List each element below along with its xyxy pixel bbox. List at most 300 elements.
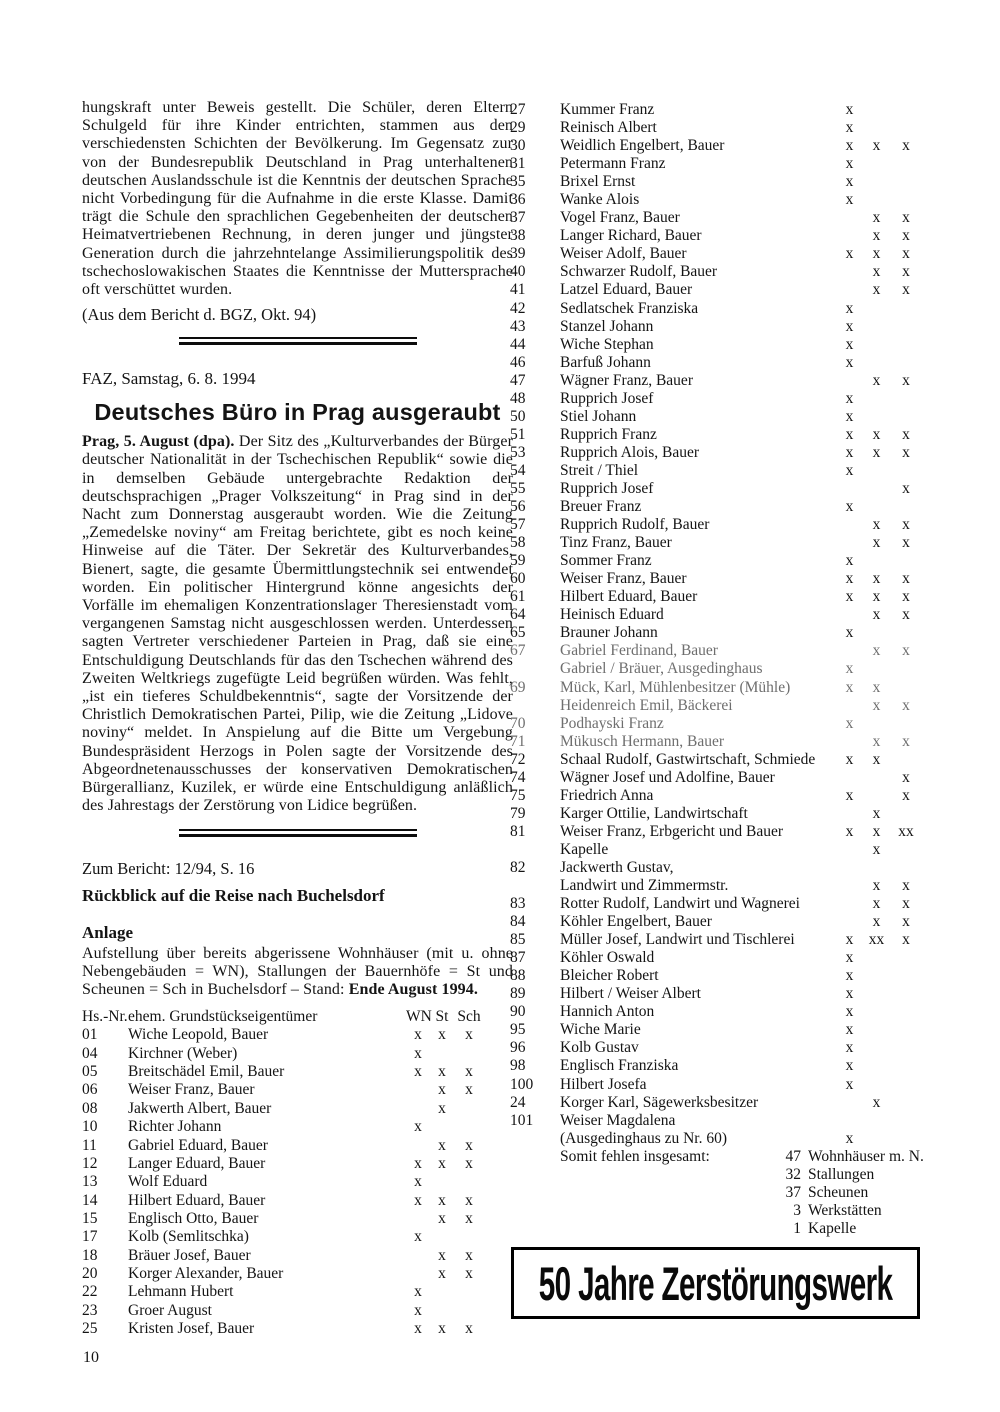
owner-name: Englisch Otto, Bauer xyxy=(128,1209,259,1227)
owner-name: Schwarzer Rudolf, Bauer xyxy=(560,263,718,281)
house-number: 81 xyxy=(510,822,526,840)
summary-count: 32 xyxy=(785,1165,801,1183)
house-number: 27 xyxy=(510,101,526,118)
sch-mark: x xyxy=(902,137,910,155)
owner-name: Kirchner (Weber) xyxy=(128,1044,238,1062)
house-number: 61 xyxy=(510,588,526,606)
st-mark xyxy=(863,967,890,985)
wn-mark: x xyxy=(845,931,854,949)
house-number: 90 xyxy=(510,1003,526,1021)
owner-name: Mükusch Hermann, Bauer xyxy=(560,732,724,750)
house-number: 60 xyxy=(510,570,526,588)
table-row xyxy=(510,697,936,715)
table-row xyxy=(510,245,936,263)
house-number: 11 xyxy=(82,1136,97,1154)
st-mark xyxy=(863,390,890,408)
table-row xyxy=(82,1045,513,1063)
owner-name: Jackwerth Gustav, xyxy=(560,858,674,876)
wn-mark xyxy=(836,733,863,751)
table-row xyxy=(510,1021,936,1039)
st-mark: x xyxy=(872,516,881,534)
summary-spacer xyxy=(510,1166,560,1184)
st-mark xyxy=(430,1173,454,1191)
table-row xyxy=(510,552,936,570)
article-lead: Prag, 5. August (dpa). xyxy=(82,433,235,451)
owner-name: Groer August xyxy=(128,1301,212,1319)
st-mark xyxy=(863,119,890,137)
summary-row xyxy=(510,1148,936,1166)
house-number: 57 xyxy=(510,516,526,534)
house-number: 24 xyxy=(510,1093,526,1111)
table-row xyxy=(82,1173,513,1191)
st-mark: x xyxy=(872,263,881,281)
house-number: 17 xyxy=(82,1228,98,1246)
st-mark xyxy=(863,624,890,642)
owner-name: Gabriel / Bräuer, Ausgedinghaus xyxy=(560,660,763,678)
house-number: 50 xyxy=(510,407,526,425)
owner-name: Gabriel Ferdinand, Bauer xyxy=(560,642,718,660)
table-row xyxy=(82,1265,513,1283)
wn-mark: x xyxy=(845,1021,854,1039)
house-number: 41 xyxy=(510,281,526,299)
owner-name: Sommer Franz xyxy=(560,552,652,570)
sch-mark xyxy=(890,1130,922,1148)
wn-mark: x xyxy=(845,317,854,335)
wn-mark: x xyxy=(845,1057,854,1075)
wn-mark xyxy=(836,281,863,299)
owner-name: Wolf Eduard xyxy=(128,1173,208,1191)
summary-row xyxy=(510,1166,936,1184)
house-number: 65 xyxy=(510,624,526,642)
wn-mark: x xyxy=(845,624,854,642)
sch-mark xyxy=(890,859,922,877)
house-number: 20 xyxy=(82,1264,98,1282)
table-row xyxy=(82,1118,513,1136)
table-row xyxy=(82,1228,513,1246)
house-number: 29 xyxy=(510,119,526,137)
sch-mark xyxy=(890,101,922,119)
wn-mark: x xyxy=(414,1154,422,1172)
house-number: 69 xyxy=(510,678,526,696)
table-row xyxy=(82,1302,513,1320)
wn-mark xyxy=(836,480,863,498)
owner-name: Rupprich Josef xyxy=(560,479,654,497)
table-row xyxy=(510,895,936,913)
st-mark xyxy=(863,155,890,173)
house-number: 79 xyxy=(510,804,526,822)
house-number: 01 xyxy=(82,1026,98,1044)
table-row xyxy=(510,1039,936,1057)
owner-name: Hilbert / Weiser Albert xyxy=(560,985,701,1003)
sch-mark xyxy=(890,1057,922,1075)
sch-mark xyxy=(890,318,922,336)
sch-mark xyxy=(890,715,922,733)
table-row xyxy=(82,1063,513,1081)
sch-mark xyxy=(890,660,922,678)
owner-name: Jakwerth Albert, Bauer xyxy=(128,1099,272,1117)
wn-mark: x xyxy=(845,425,854,443)
wn-mark xyxy=(836,895,863,913)
sch-mark: x xyxy=(902,768,910,786)
wn-mark xyxy=(836,263,863,281)
intro-source: (Aus dem Bericht d. BGZ, Okt. 94) xyxy=(82,305,317,325)
sch-mark xyxy=(890,552,922,570)
st-mark: x xyxy=(872,245,881,263)
house-number: 64 xyxy=(510,606,526,624)
table-row xyxy=(82,1192,513,1210)
table-row xyxy=(510,1112,936,1130)
summary-label xyxy=(560,1202,775,1220)
st-mark: x xyxy=(438,1209,446,1227)
article-headline: Deutsches Büro in Prag ausgeraubt xyxy=(94,399,501,426)
owner-name: Tinz Franz, Bauer xyxy=(560,534,672,552)
table-row xyxy=(510,913,936,931)
table-row xyxy=(510,859,936,877)
table-row xyxy=(510,372,936,390)
owner-name: Englisch Franziska xyxy=(560,1057,679,1075)
sch-mark: xx xyxy=(898,822,914,840)
left-column xyxy=(82,99,513,1338)
owner-name: Sedlatschek Franziska xyxy=(560,299,699,317)
owner-name: Köhler Engelbert, Bauer xyxy=(560,913,712,931)
wn-mark xyxy=(406,1081,430,1099)
table-row xyxy=(510,1003,936,1021)
article-body xyxy=(82,433,513,815)
st-mark xyxy=(863,498,890,516)
st-mark: x xyxy=(872,425,881,443)
summary-block xyxy=(510,1148,936,1238)
table-row xyxy=(510,498,936,516)
house-number: 53 xyxy=(510,443,526,461)
table-row xyxy=(82,1081,513,1099)
summary-row xyxy=(510,1184,936,1202)
table-row xyxy=(82,1247,513,1265)
table-row xyxy=(510,931,936,949)
wn-mark: x xyxy=(845,119,854,137)
owner-name: Lehmann Hubert xyxy=(128,1283,234,1301)
table-row xyxy=(510,1057,936,1075)
wn-mark xyxy=(836,841,863,859)
wn-mark: x xyxy=(845,1075,854,1093)
wn-mark xyxy=(406,1247,430,1265)
summary-row xyxy=(510,1220,936,1238)
sch-mark: x xyxy=(902,606,910,624)
wn-mark xyxy=(836,534,863,552)
owner-name: Hilbert Eduard, Bauer xyxy=(560,588,698,606)
owner-name: Köhler Oswald xyxy=(560,949,655,967)
house-number: 89 xyxy=(510,985,526,1003)
wn-mark: x xyxy=(845,389,854,407)
house-number: 54 xyxy=(510,461,526,479)
owner-name: Kolb Gustav xyxy=(560,1039,639,1057)
sch-mark: x xyxy=(465,1209,473,1227)
sch-mark: x xyxy=(902,895,910,913)
owner-name: Stiel Johann xyxy=(560,407,637,425)
table-row xyxy=(510,823,936,841)
anlage-text: Aufstellung über bereits abgerissene Wohnhäuser (mit u. ohne Nebengebäuden = WN), Stallungen der Bauernhöfe = St und Scheunen = Sch in Buchelsdorf – Stand: xyxy=(82,944,513,998)
st-mark: x xyxy=(872,371,881,389)
sch-mark: x xyxy=(902,281,910,299)
owner-name: Bleicher Robert xyxy=(560,967,659,985)
house-number: 59 xyxy=(510,552,526,570)
st-mark: x xyxy=(438,1246,446,1264)
house-number: 15 xyxy=(82,1209,98,1227)
sch-mark xyxy=(454,1100,484,1118)
table-row xyxy=(82,1283,513,1301)
house-number: 67 xyxy=(510,642,526,660)
anlage-date-bold: Ende August 1994. xyxy=(348,980,478,998)
summary-label xyxy=(560,1220,775,1238)
page-number: 10 xyxy=(83,1349,99,1366)
sch-mark xyxy=(890,985,922,1003)
sch-mark: x xyxy=(902,877,910,895)
house-number: 74 xyxy=(510,768,526,786)
wn-mark: x xyxy=(845,137,854,155)
owner-name: Hilbert Josefa xyxy=(560,1075,647,1093)
house-number xyxy=(510,1130,560,1148)
sch-mark: x xyxy=(902,227,910,245)
sch-mark xyxy=(890,1094,922,1112)
house-number: 70 xyxy=(510,714,526,732)
table-row xyxy=(510,877,936,895)
st-mark: x xyxy=(872,606,881,624)
sch-mark xyxy=(890,949,922,967)
house-number: 22 xyxy=(82,1283,98,1301)
summary-count: 3 xyxy=(793,1201,801,1219)
sch-mark xyxy=(890,336,922,354)
wn-mark: x xyxy=(845,245,854,263)
st-mark xyxy=(430,1045,454,1063)
table-row xyxy=(510,300,936,318)
summary-text: Kapelle xyxy=(808,1219,857,1237)
table-row xyxy=(82,1210,513,1228)
sch-mark: x xyxy=(902,570,910,588)
sch-mark xyxy=(890,191,922,209)
wn-mark xyxy=(836,227,863,245)
house-number: 82 xyxy=(510,858,526,876)
owner-name: Heinisch Eduard xyxy=(560,606,664,624)
owner-name: Rotter Rudolf, Landwirt und Wagnerei xyxy=(560,895,800,913)
sch-mark xyxy=(890,1039,922,1057)
st-mark xyxy=(863,660,890,678)
sch-mark: x xyxy=(902,913,910,931)
house-number: 30 xyxy=(510,137,526,155)
table-row xyxy=(510,155,936,173)
wn-mark xyxy=(406,1137,430,1155)
table-row xyxy=(510,480,936,498)
summary-text: Wohnhäuser m. N. xyxy=(808,1147,924,1165)
wn-mark: x xyxy=(414,1044,422,1062)
wn-mark: x xyxy=(845,299,854,317)
sch-mark: x xyxy=(465,1136,473,1154)
table-row xyxy=(82,1155,513,1173)
sch-mark: x xyxy=(902,696,910,714)
summary-count: 1 xyxy=(793,1219,801,1237)
header-hs-nr: Hs.-Nr. xyxy=(82,1008,128,1026)
st-mark xyxy=(863,101,890,119)
table-row xyxy=(510,173,936,191)
owner-name: Weiser Magdalena xyxy=(560,1111,676,1129)
owner-name: Kapelle xyxy=(560,840,609,858)
st-mark xyxy=(863,173,890,191)
wn-mark: x xyxy=(845,660,854,678)
owner-name: Langer Eduard, Bauer xyxy=(128,1154,266,1172)
st-mark xyxy=(863,769,890,787)
house-number: 12 xyxy=(82,1154,98,1172)
owner-name: Reinisch Albert xyxy=(560,119,657,137)
owner-name: Kolb (Semlitschka) xyxy=(128,1228,249,1246)
owner-name: Rupprich Alois, Bauer xyxy=(560,443,700,461)
sch-mark: x xyxy=(902,245,910,263)
report-reference: Zum Bericht: 12/94, S. 16 xyxy=(82,858,255,878)
st-mark xyxy=(863,859,890,877)
owner-name: (Ausgedinghaus zu Nr. 60) xyxy=(560,1129,728,1147)
wn-mark xyxy=(836,697,863,715)
st-mark xyxy=(863,462,890,480)
sch-mark: x xyxy=(902,588,910,606)
owner-name: Vogel Franz, Bauer xyxy=(560,209,680,227)
sch-mark xyxy=(890,841,922,859)
owner-name: Barfuß Johann xyxy=(560,353,651,371)
sch-mark xyxy=(890,805,922,823)
st-mark xyxy=(863,787,890,805)
sch-mark xyxy=(890,1112,922,1130)
sch-mark xyxy=(454,1173,484,1191)
wn-mark xyxy=(836,372,863,390)
wn-mark: x xyxy=(845,191,854,209)
sch-mark: x xyxy=(902,371,910,389)
sch-mark xyxy=(890,624,922,642)
sch-mark: x xyxy=(465,1246,473,1264)
wn-mark xyxy=(836,606,863,624)
wn-mark: x xyxy=(845,498,854,516)
st-mark: x xyxy=(872,588,881,606)
house-number: 06 xyxy=(82,1081,98,1099)
owner-name: Friedrich Anna xyxy=(560,786,654,804)
sch-mark: x xyxy=(902,263,910,281)
demolition-table-right xyxy=(510,101,936,1238)
wn-mark: x xyxy=(845,1003,854,1021)
header-wn: WN xyxy=(406,1008,432,1026)
table-row xyxy=(510,841,936,859)
house-number: 85 xyxy=(510,931,526,949)
anniversary-banner-text: 50 Jahre Zerstörungswerk xyxy=(538,1256,893,1310)
table-row xyxy=(510,949,936,967)
owner-name: Rupprich Franz xyxy=(560,425,657,443)
table-body-right xyxy=(510,101,936,1148)
double-rule-divider xyxy=(179,337,417,345)
owner-name: Wiche Marie xyxy=(560,1021,641,1039)
table-row xyxy=(510,1076,936,1094)
house-number: 13 xyxy=(82,1173,98,1191)
house-number: 88 xyxy=(510,967,526,985)
table-row xyxy=(510,570,936,588)
table-row xyxy=(510,462,936,480)
summary-label xyxy=(560,1184,775,1202)
table-row xyxy=(510,119,936,137)
wn-mark: x xyxy=(414,1319,422,1337)
st-mark xyxy=(863,318,890,336)
demolition-table-left xyxy=(82,1008,513,1338)
wn-mark: x xyxy=(414,1026,422,1044)
table-row xyxy=(510,408,936,426)
wn-mark xyxy=(836,769,863,787)
sch-mark xyxy=(890,1003,922,1021)
st-mark: x xyxy=(872,822,881,840)
st-mark: x xyxy=(438,1099,446,1117)
st-mark: x xyxy=(438,1063,446,1081)
summary-row xyxy=(510,1202,936,1220)
sch-mark: x xyxy=(465,1264,473,1282)
wn-mark: x xyxy=(845,101,854,118)
table-row xyxy=(510,733,936,751)
wn-mark xyxy=(836,642,863,660)
owner-name: Weiser Franz, Bauer xyxy=(560,570,687,588)
st-mark: x xyxy=(872,895,881,913)
wn-mark: x xyxy=(414,1118,422,1136)
sch-mark xyxy=(890,751,922,769)
st-mark: x xyxy=(872,750,881,768)
sch-mark: x xyxy=(465,1081,473,1099)
house-number: 96 xyxy=(510,1039,526,1057)
owner-name: Wanke Alois xyxy=(560,191,640,209)
table-row xyxy=(510,769,936,787)
st-mark: x xyxy=(438,1319,446,1337)
table-row xyxy=(510,354,936,372)
house-number xyxy=(510,697,560,715)
owner-name: Wiche Stephan xyxy=(560,335,654,353)
sch-mark xyxy=(890,408,922,426)
st-mark: x xyxy=(872,1093,881,1111)
owner-name: Brauner Johann xyxy=(560,624,658,642)
st-mark xyxy=(863,1003,890,1021)
sch-mark xyxy=(890,1021,922,1039)
st-mark xyxy=(863,1112,890,1130)
sch-mark: x xyxy=(902,642,910,660)
st-mark xyxy=(863,949,890,967)
st-mark xyxy=(863,191,890,209)
st-mark: x xyxy=(872,443,881,461)
owner-name: Wägner Franz, Bauer xyxy=(560,371,693,389)
owner-name: Petermann Franz xyxy=(560,155,666,173)
owner-name: Weidlich Engelbert, Bauer xyxy=(560,137,725,155)
wn-mark: x xyxy=(845,1039,854,1057)
summary-label: Somit fehlen insgesamt: xyxy=(560,1147,710,1165)
owner-name: Weiser Franz, Erbgericht und Bauer xyxy=(560,822,783,840)
sch-mark: x xyxy=(902,732,910,750)
report-title: Rückblick auf die Reise nach Buchelsdorf xyxy=(82,885,385,905)
table-body-left xyxy=(82,1026,513,1338)
summary-label xyxy=(560,1166,775,1184)
house-number: 98 xyxy=(510,1057,526,1075)
wn-mark: x xyxy=(845,335,854,353)
wn-mark: x xyxy=(414,1173,422,1191)
owner-name: Heidenreich Emil, Bäckerei xyxy=(560,696,733,714)
owner-name: Langer Richard, Bauer xyxy=(560,227,702,245)
st-mark: x xyxy=(438,1191,446,1209)
st-mark: x xyxy=(872,570,881,588)
sch-mark: x xyxy=(902,931,910,949)
anlage-paragraph xyxy=(82,945,513,1000)
wn-mark: x xyxy=(845,570,854,588)
table-row xyxy=(510,263,936,281)
st-mark: x xyxy=(872,137,881,155)
table-row xyxy=(510,679,936,697)
wn-mark: x xyxy=(845,822,854,840)
house-number: 10 xyxy=(82,1118,98,1136)
st-mark xyxy=(863,408,890,426)
wn-mark: x xyxy=(845,985,854,1003)
